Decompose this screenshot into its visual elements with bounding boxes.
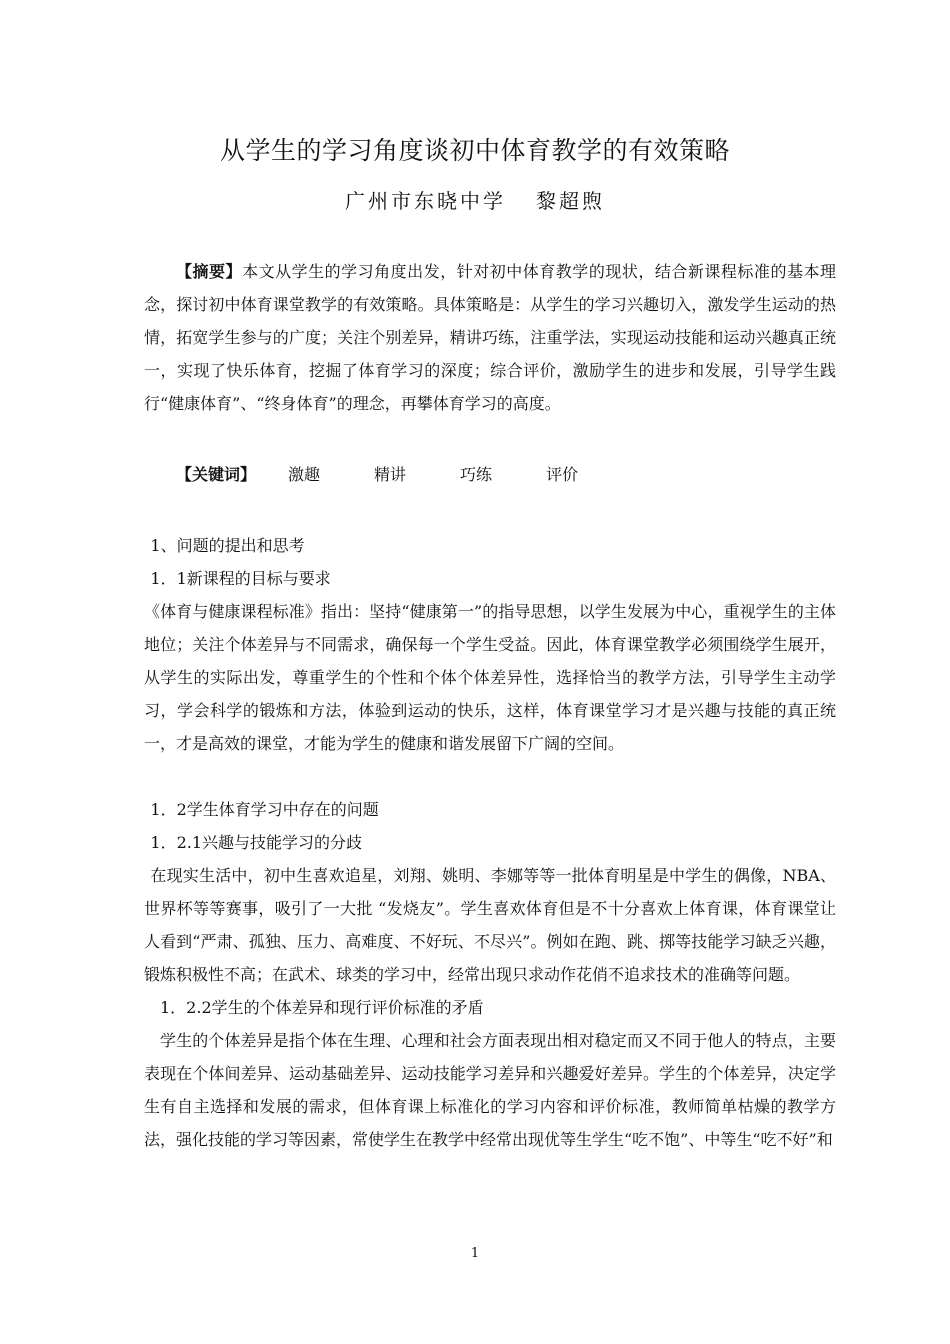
abstract-label: 【摘要】 xyxy=(176,262,243,281)
author-name: 黎超煦 xyxy=(536,189,605,213)
section-text-1-2-1: 在现实生活中，初中生喜欢追星，刘翔、姚明、李娜等等一批体育明星是中学生的偶像，NBA、世界杯等等赛事，吸引了一大批 “发烧友”。学生喜欢体育但是不十分喜欢上体育课，体育课堂让人看到“严肃、孤独、压力、高难度、不好玩、不尽兴”。例如在跑、跳、掷等技能学习缺乏兴趣，锻炼积极性不高；在武术、球类的学习中，经常出现只求动作花俏不追求技术的准确等问题。 xyxy=(144,866,836,984)
section-heading-1-2: 1．2学生体育学习中存在的问题 xyxy=(150,800,379,819)
section-heading-1-2-2: 1．2.2学生的个体差异和现行评价标准的矛盾 xyxy=(160,998,484,1017)
section-heading-1-1: 1．1新课程的目标与要求 xyxy=(150,569,331,588)
abstract-paragraph xyxy=(144,255,836,420)
section-heading-1: 1、问题的提出和思考 xyxy=(150,536,305,555)
keyword-item: 巧练 xyxy=(460,465,493,484)
document-title: 从学生的学习角度谈初中体育教学的有效策略 xyxy=(219,136,730,165)
section-text-1-1: 《体育与健康课程标准》指出：坚持“健康第一”的指导思想，以学生发展为中心，重视学生的主体地位；关注个体差异与不同需求，确保每一个学生受益。因此，体育课堂教学必须围绕学生展开，从学生的实际出发，尊重学生的个性和个体个体差异性，选择恰当的教学方法，引导学生主动学习，学会科学的锻炼和方法，体验到运动的快乐，这样，体育课堂学习才是兴趣与技能的真正统一，才是高效的课堂，才能为学生的健康和谐发展留下广阔的空间。 xyxy=(144,602,836,753)
keyword-item: 精讲 xyxy=(374,465,407,484)
section-heading-1-2-1: 1．2.1兴趣与技能学习的分歧 xyxy=(150,833,363,852)
keyword-item: 评价 xyxy=(546,465,579,484)
author-line xyxy=(0,186,950,216)
keyword-item: 激趣 xyxy=(288,465,321,484)
abstract-text: 本文从学生的学习角度出发，针对初中体育教学的现状，结合新课程标准的基本理念，探讨初中体育课堂教学的有效策略。具体策略是：从学生的学习兴趣切入，激发学生运动的热情，拓宽学生参与的广度；关注个别差异，精讲巧练，注重学法，实现运动技能和运动兴趣真正统一，实现了快乐体育，挖掘了体育学习的深度；综合评价，激励学生的进步和发展，引导学生践行“健康体育”、“终身体育”的理念，再攀体育学习的高度。 xyxy=(144,262,836,413)
keywords-paragraph xyxy=(144,458,836,491)
page-number: 1 xyxy=(470,1246,480,1261)
author-school: 广州市东晓中学 xyxy=(345,189,506,213)
document-body xyxy=(144,255,836,1156)
keywords-label: 【关键词】 xyxy=(176,465,257,484)
section-text-1-2-2: 学生的个体差异是指个体在生理、心理和社会方面表现出相对稳定而又不同于他人的特点，主要表现在个体间差异、运动基础差异、运动技能学习差异和兴趣爱好差异。学生的个体差异，决定学生有自主选择和发展的需求，但体育课上标准化的学习内容和评价标准，教师简单枯燥的教学方法，强化技能的学习等因素，常使学生在教学中经常出现优等生学生“吃不饱”、中等生“吃不好”和 xyxy=(144,1031,836,1149)
